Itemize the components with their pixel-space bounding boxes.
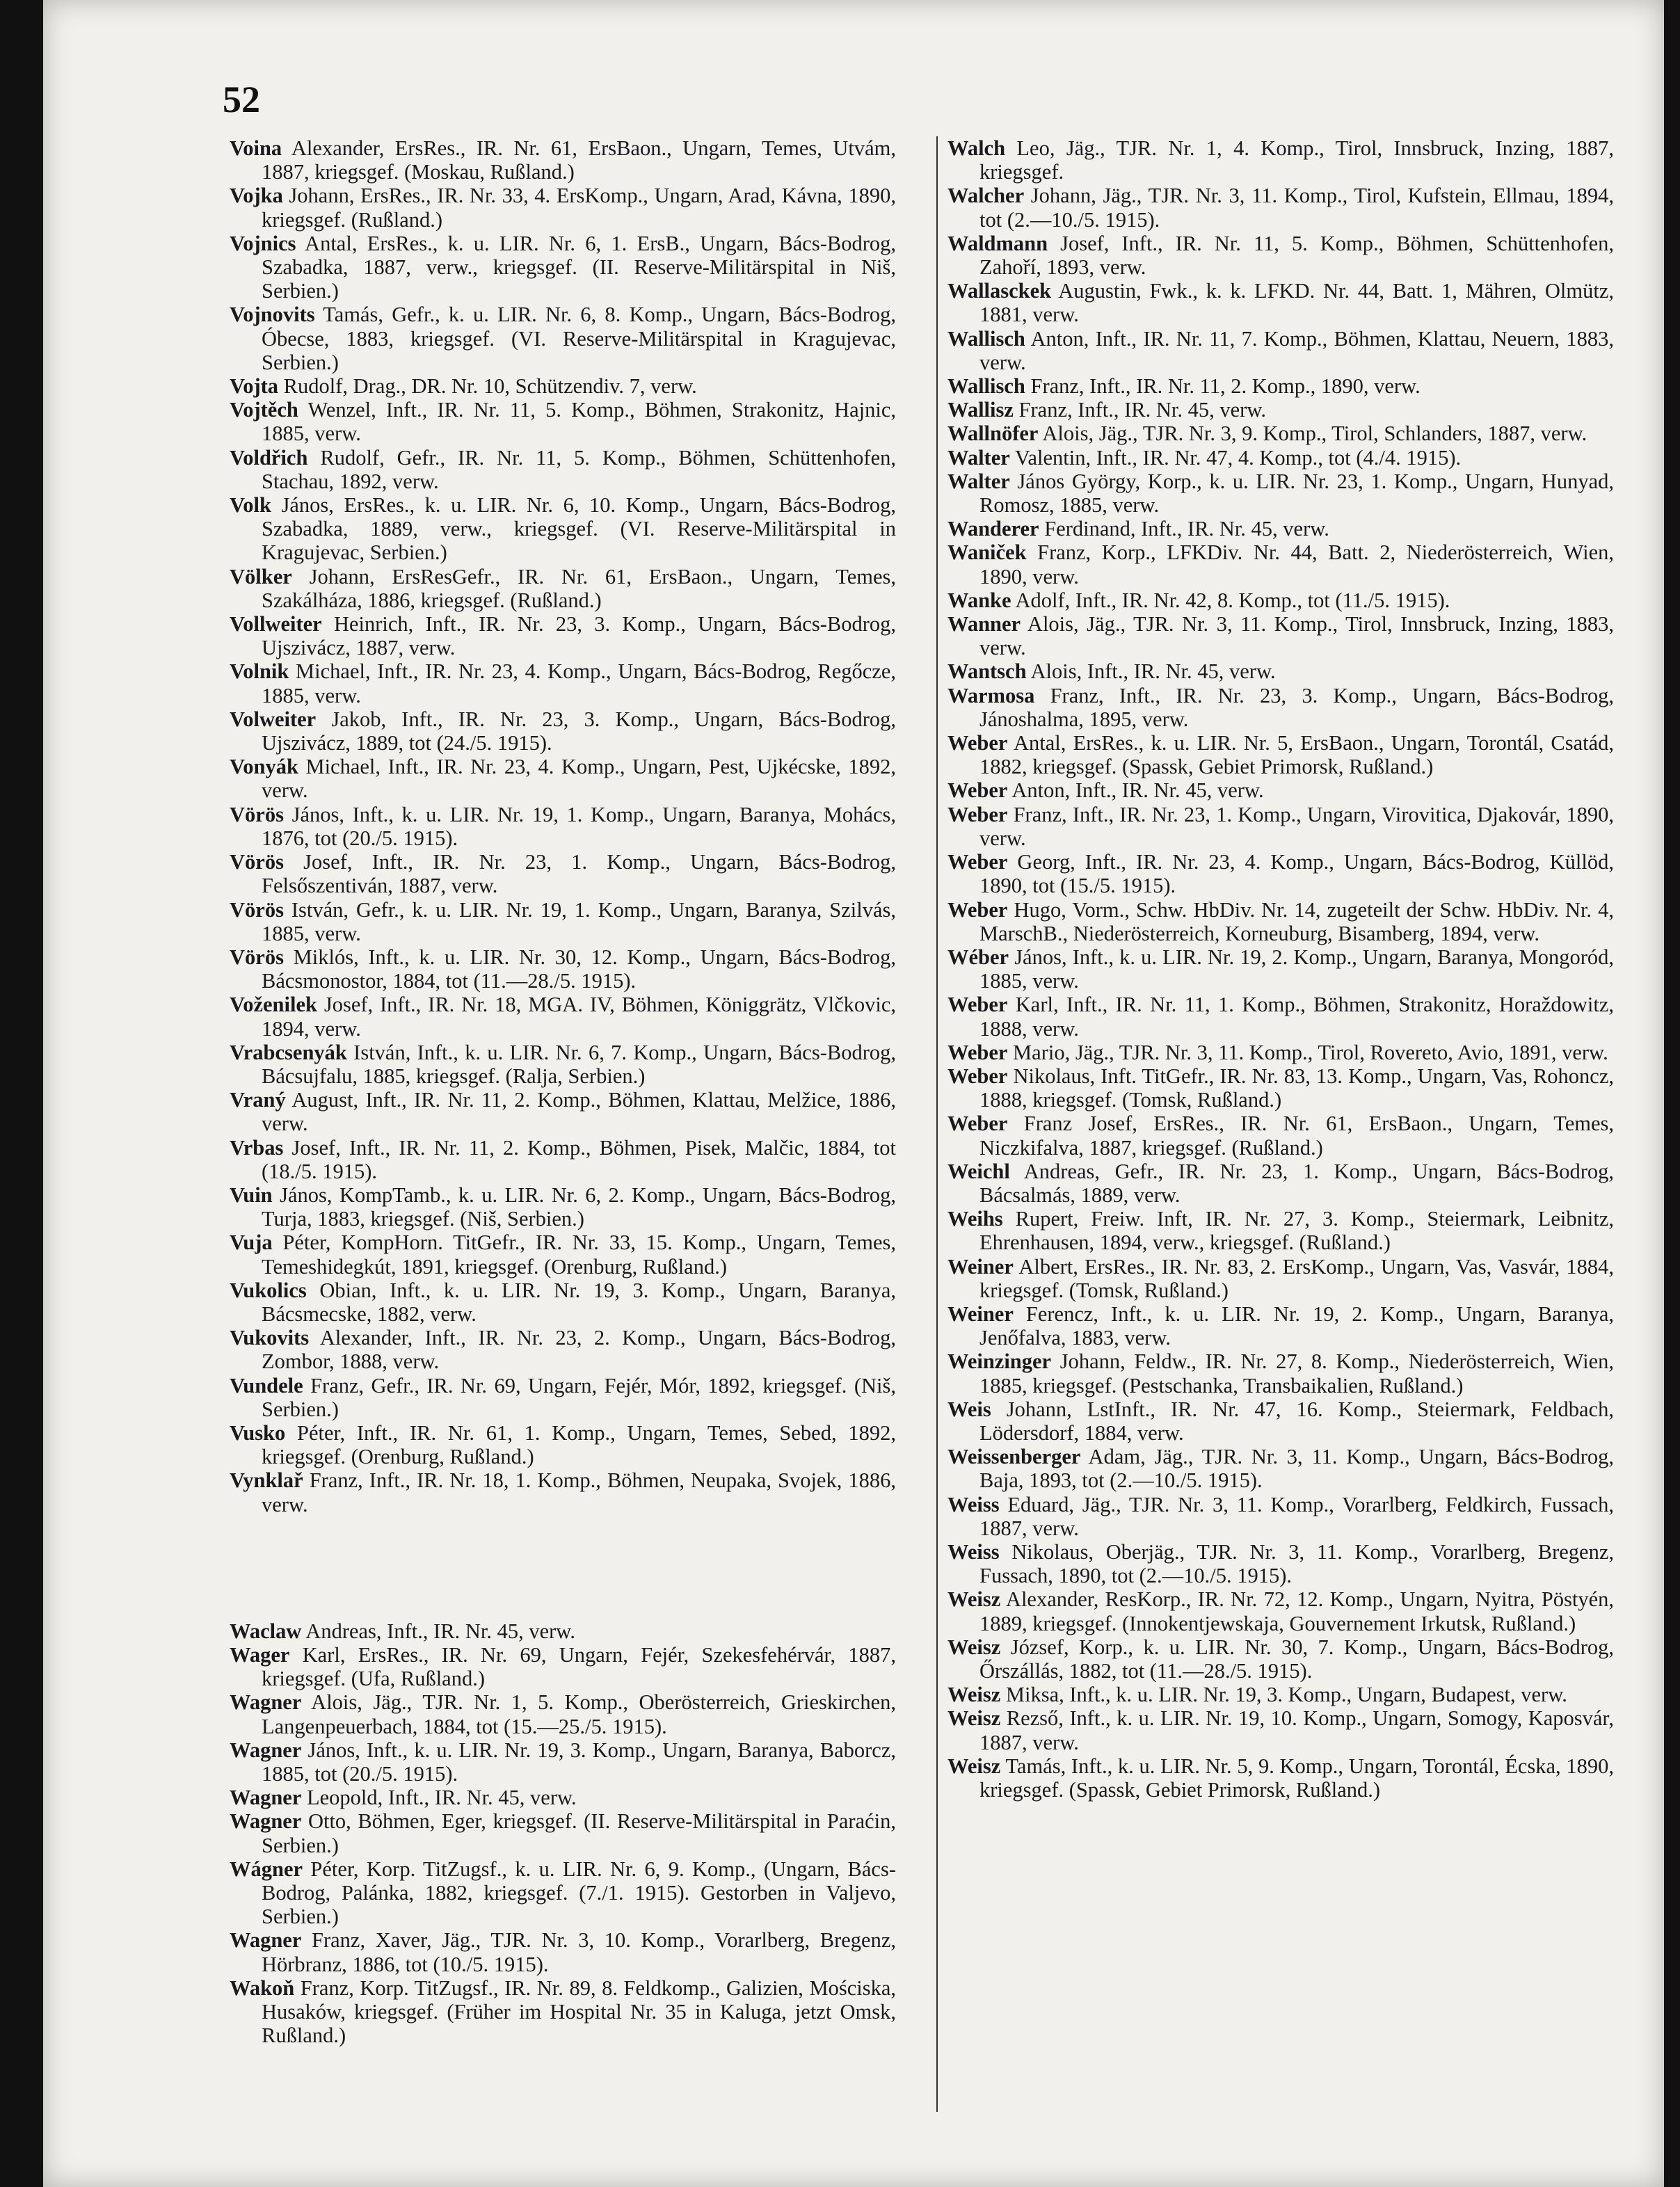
entry-surname: Wallnöfer: [947, 422, 1039, 446]
list-item: [230, 898, 896, 945]
list-item: [230, 707, 896, 755]
entry-details: Otto, Böhmen, Eger, kriegsgef. (II. Reserve-Militärspital in Paraćin, Serbien.): [262, 1809, 896, 1857]
entry-details: Wenzel, Inft., IR. Nr. 11, 5. Komp., Böhmen, Strakonitz, Hajnic, 1885, verw.: [262, 398, 896, 446]
entry-surname: Wantsch: [947, 659, 1027, 684]
entry-details: Eduard, Jäg., TJR. Nr. 3, 11. Komp., Vorarlberg, Feldkirch, Fussach, 1887, verw.: [979, 1492, 1614, 1540]
entry-details: Franz, Gefr., IR. Nr. 69, Ungarn, Fejér, Mór, 1892, kriegsgef. (Niš, Serbien.): [262, 1373, 896, 1421]
entry-details: Franz, Korp., LFKDiv. Nr. 44, Batt. 2, Niederösterreich, Wien, 1890, verw.: [979, 540, 1614, 588]
list-item: [230, 945, 896, 993]
entry-details: Tamás, Inft., k. u. LIR. Nr. 5, 9. Komp., Ungarn, Torontál, Écska, 1890, kriegsgef. (Spassk, Gebiet Primorsk, Rußland.): [979, 1754, 1614, 1802]
entry-details: Nikolaus, Inft. TitGefr., IR. Nr. 83, 13. Komp., Ungarn, Vas, Rohoncz, 1888, kriegsgef. (Tomsk, Rußland.): [979, 1064, 1614, 1112]
entry-surname: Weissenberger: [947, 1445, 1081, 1469]
list-item: [947, 803, 1614, 850]
list-item: [947, 1683, 1614, 1706]
entry-details: Alois, Jäg., TJR. Nr. 3, 11. Komp., Tirol, Innsbruck, Inzing, 1883, verw.: [979, 612, 1614, 660]
entry-surname: Volk: [230, 493, 271, 518]
entry-surname: Wagner: [230, 1690, 302, 1715]
entry-details: Péter, Korp. TitZugsf., k. u. LIR. Nr. 6, 9. Komp., (Ungarn, Bács-Bodrog, Palánka, 1882, kriegsgef. (7./1. 1915). Gestorben in Valjevo, Serbien.): [262, 1857, 896, 1929]
list-item: [230, 1643, 896, 1690]
list-item: [947, 1445, 1614, 1492]
list-item: [230, 184, 896, 231]
list-item: [230, 1928, 896, 1976]
entry-surname: Vrabcsenyák: [230, 1040, 347, 1064]
list-item: [230, 398, 896, 445]
entry-details: Anton, Inft., IR. Nr. 11, 7. Komp., Böhmen, Klattau, Neuern, 1883, verw.: [979, 326, 1614, 374]
list-item: [947, 540, 1614, 588]
entry-details: Josef, Inft., IR. Nr. 18, MGA. IV, Böhmen, Königgrätz, Vlčkovic, 1894, verw.: [262, 993, 896, 1041]
entry-details: Jakob, Inft., IR. Nr. 23, 3. Komp., Ungarn, Bács-Bodrog, Ujszivácz, 1889, tot (24./5. 1915).: [262, 707, 896, 755]
list-item: [947, 1112, 1614, 1159]
list-item: [947, 1493, 1614, 1540]
entry-surname: Vojta: [230, 374, 279, 399]
list-item: [947, 1207, 1614, 1254]
entry-surname: Weber: [947, 1112, 1008, 1136]
list-item: [230, 565, 896, 612]
entry-details: Miksa, Inft., k. u. LIR. Nr. 19, 3. Komp., Ungarn, Budapest, verw.: [1000, 1683, 1567, 1707]
entry-details: Josef, Inft., IR. Nr. 11, 5. Komp., Böhmen, Schüttenhofen, Zahoří, 1893, verw.: [979, 231, 1614, 280]
entry-surname: Wallisch: [947, 326, 1025, 351]
entry-details: Adolf, Inft., IR. Nr. 42, 8. Komp., tot (11./5. 1915).: [1011, 588, 1450, 612]
list-item: [947, 731, 1614, 778]
entry-surname: Weis: [947, 1397, 991, 1421]
entry-details: Leo, Jäg., TJR. Nr. 1, 4. Komp., Tirol, Innsbruck, Inzing, 1887, kriegsgef.: [979, 136, 1614, 184]
document-page: [43, 0, 1664, 2187]
list-item: [230, 493, 896, 565]
entry-details: János, KompTamb., k. u. LIR. Nr. 6, 2. Komp., Ungarn, Bács-Bodrog, Turja, 1883, kriegsgef. (Niš, Serbien.): [262, 1183, 896, 1231]
entry-surname: Wallisz: [947, 398, 1014, 422]
entry-surname: Volweiter: [230, 707, 317, 731]
list-item: [230, 1738, 896, 1786]
entry-surname: Weihs: [947, 1207, 1003, 1231]
entry-surname: Weisz: [947, 1683, 1001, 1707]
list-item: [230, 612, 896, 659]
list-item: [947, 374, 1614, 398]
entry-surname: Weiss: [947, 1492, 1000, 1516]
list-item: [947, 1706, 1614, 1754]
entry-surname: Waniček: [947, 540, 1027, 565]
entry-surname: Wanke: [947, 588, 1011, 612]
section-gap: [230, 1516, 896, 1619]
entry-surname: Voldřich: [230, 445, 308, 470]
entry-details: Ferencz, Inft., k. u. LIR. Nr. 19, 2. Komp., Ungarn, Baranya, Jenőfalva, 1883, verw.: [979, 1301, 1614, 1350]
entry-surname: Weisz: [947, 1754, 1001, 1778]
list-item: [947, 898, 1614, 945]
entry-details: Alexander, ErsRes., IR. Nr. 61, ErsBaon., Ungarn, Temes, Utvám, 1887, kriegsgef. (Moskau, Rußland.): [262, 136, 896, 184]
entry-surname: Weber: [947, 802, 1008, 826]
list-item: [230, 1374, 896, 1421]
list-item: [947, 1349, 1614, 1397]
list-item: [230, 1468, 896, 1516]
entry-surname: Wagner: [230, 1786, 302, 1810]
entry-details: Karl, ErsRes., IR. Nr. 69, Ungarn, Fejér, Szekesfehérvár, 1887, kriegsgef. (Ufa, Rußland.): [262, 1642, 896, 1691]
entry-details: Johann, Feldw., IR. Nr. 27, 8. Komp., Niederösterreich, Wien, 1885, kriegsgef. (Pestschanka, Transbaikalien, Rußland.): [979, 1349, 1614, 1397]
entry-details: János, ErsRes., k. u. LIR. Nr. 6, 10. Komp., Ungarn, Bács-Bodrog, Szabadka, 1889, verw., kriegsgef. (VI. Reserve-Militärspital in Kragujevac, Serbien.): [262, 493, 896, 565]
entry-details: Obian, Inft., k. u. LIR. Nr. 19, 3. Komp., Ungarn, Baranya, Bácsmecske, 1882, verw.: [262, 1278, 896, 1326]
list-item: [947, 778, 1614, 802]
list-item: [230, 1041, 896, 1088]
entry-details: Josef, Inft., IR. Nr. 23, 1. Komp., Ungarn, Bács-Bodrog, Felsőszentiván, 1887, verw.: [262, 850, 896, 898]
entry-surname: Völker: [230, 564, 292, 588]
entry-surname: Weber: [947, 850, 1008, 874]
list-item: [230, 1809, 896, 1857]
list-item: [947, 517, 1614, 540]
entry-details: József, Korp., k. u. LIR. Nr. 30, 7. Komp., Ungarn, Bács-Bodrog, Őrszállás, 1882, tot (11.—28./5. 1915).: [979, 1635, 1614, 1683]
entry-details: Alexander, Inft., IR. Nr. 23, 2. Komp., Ungarn, Bács-Bodrog, Zombor, 1888, verw.: [262, 1326, 896, 1374]
entry-surname: Vonyák: [230, 755, 298, 779]
entry-details: Franz, Inft., IR. Nr. 23, 1. Komp., Ungarn, Virovitica, Djakovár, 1890, verw.: [979, 802, 1614, 850]
entry-surname: Vollweiter: [230, 612, 322, 636]
entry-surname: Weber: [947, 778, 1008, 803]
list-item: [230, 374, 896, 398]
entry-surname: Vraný: [230, 1088, 286, 1112]
entry-details: Anton, Inft., IR. Nr. 45, verw.: [1007, 778, 1264, 803]
entry-surname: Weiss: [947, 1539, 1000, 1564]
entry-surname: Weichl: [947, 1159, 1010, 1183]
entry-details: Michael, Inft., IR. Nr. 23, 4. Komp., Ungarn, Bács-Bodrog, Regőcze, 1885, verw.: [262, 659, 896, 707]
entry-details: Adam, Jäg., TJR. Nr. 3, 11. Komp., Ungarn, Bács-Bodrog, Baja, 1893, tot (2.—10./5. 1915).: [979, 1445, 1614, 1493]
entry-surname: Vörös: [230, 897, 284, 922]
list-item: [947, 279, 1614, 326]
entry-details: Franz, Inft., IR. Nr. 11, 2. Komp., 1890, verw.: [1025, 374, 1421, 399]
list-item: [947, 1064, 1614, 1112]
list-item: [230, 1088, 896, 1135]
right-column: [947, 136, 1614, 1802]
entry-details: Franz Josef, ErsRes., IR. Nr. 61, ErsBaon., Ungarn, Temes, Niczkifalva, 1887, kriegsgef. (Rußland.): [979, 1112, 1614, 1160]
list-item: [230, 1421, 896, 1468]
list-item: [947, 1041, 1614, 1064]
entry-details: Antal, ErsRes., k. u. LIR. Nr. 5, ErsBaon., Ungarn, Torontál, Csatád, 1882, kriegsgef. (Spassk, Gebiet Primorsk, Rußland.): [979, 731, 1614, 779]
entry-details: Karl, Inft., IR. Nr. 11, 1. Komp., Böhmen, Strakonitz, Horaždowitz, 1888, verw.: [979, 993, 1614, 1041]
entry-surname: Vojtěch: [230, 398, 298, 422]
entry-details: Alois, Jäg., TJR. Nr. 3, 9. Komp., Tirol, Schlanders, 1887, verw.: [1038, 422, 1587, 446]
list-item: [947, 684, 1614, 731]
entry-surname: Weiner: [947, 1301, 1014, 1326]
entry-details: Augustin, Fwk., k. k. LFKD. Nr. 44, Batt. 1, Mähren, Olmütz, 1881, verw.: [979, 279, 1614, 327]
entry-details: Andreas, Inft., IR. Nr. 45, verw.: [301, 1619, 575, 1643]
entry-surname: Wallisch: [947, 374, 1025, 399]
entry-details: Josef, Inft., IR. Nr. 11, 2. Komp., Böhmen, Pisek, Malčic, 1884, tot (18./5. 1915).: [262, 1135, 896, 1183]
entry-surname: Weber: [947, 1064, 1008, 1088]
list-item: [230, 303, 896, 374]
entry-surname: Weber: [947, 731, 1008, 755]
entry-details: István, Inft., k. u. LIR. Nr. 6, 7. Komp., Ungarn, Bács-Bodrog, Bácsujfalu, 1885, kriegsgef. (Ralja, Serbien.): [262, 1040, 896, 1088]
list-item: [947, 470, 1614, 517]
list-item: [947, 850, 1614, 897]
entry-surname: Vuja: [230, 1231, 273, 1255]
entry-details: Franz, Korp. TitZugsf., IR. Nr. 89, 8. Feldkomp., Galizien, Mościska, Husaków, kriegsgef. (Früher im Hospital Nr. 35 in Kaluga, jetzt Omsk, Rußland.): [262, 1976, 896, 2048]
entry-details: Ferdinand, Inft., IR. Nr. 45, verw.: [1039, 517, 1329, 541]
entry-surname: Vukovits: [230, 1326, 310, 1350]
entry-surname: Vynklař: [230, 1468, 303, 1493]
entry-surname: Waclaw: [230, 1619, 302, 1643]
list-item: [230, 993, 896, 1040]
entry-details: Péter, KompHorn. TitGefr., IR. Nr. 33, 15. Komp., Ungarn, Temes, Temeshidegkút, 1891, kriegsgef. (Orenburg, Rußland.): [262, 1231, 896, 1279]
entry-details: Péter, Inft., IR. Nr. 61, 1. Komp., Ungarn, Temes, Sebed, 1892, kriegsgef. (Orenburg, Rußland.): [262, 1420, 896, 1469]
entry-details: Johann, LstInft., IR. Nr. 47, 16. Komp., Steiermark, Feldbach, Lödersdorf, 1884, verw.: [979, 1397, 1614, 1445]
list-item: [230, 1231, 896, 1278]
list-item: [230, 1183, 896, 1231]
list-item: [230, 803, 896, 850]
list-item: [947, 232, 1614, 279]
entry-surname: Wagner: [230, 1738, 302, 1762]
entry-details: Rudolf, Gefr., IR. Nr. 11, 5. Komp., Böhmen, Schüttenhofen, Stachau, 1892, verw.: [262, 445, 896, 493]
list-item: [230, 850, 896, 897]
list-item: [947, 612, 1614, 659]
entry-details: Michael, Inft., IR. Nr. 23, 4. Komp., Ungarn, Pest, Ujkécske, 1892, verw.: [262, 755, 896, 803]
entry-details: August, Inft., IR. Nr. 11, 2. Komp., Böhmen, Klattau, Melžice, 1886, verw.: [262, 1088, 896, 1136]
entry-details: Alexander, ResKorp., IR. Nr. 72, 12. Komp., Ungarn, Nyitra, Pöstyén, 1889, kriegsgef. (Innokentjewskaja, Gouvernement Irkutsk, Rußland.): [979, 1587, 1614, 1635]
entry-details: Georg, Inft., IR. Nr. 23, 4. Komp., Ungarn, Bács-Bodrog, Küllöd, 1890, tot (15./5. 1915).: [979, 850, 1614, 898]
entry-surname: Vojka: [230, 184, 283, 208]
entry-surname: Wanner: [947, 612, 1021, 636]
list-item: [947, 327, 1614, 374]
list-item: [947, 1255, 1614, 1302]
entry-details: Franz, Inft., IR. Nr. 18, 1. Komp., Böhmen, Neupaka, Svojek, 1886, verw.: [262, 1468, 896, 1516]
list-item: [230, 1619, 896, 1643]
entry-surname: Vojnics: [230, 231, 296, 255]
entry-surname: Walter: [947, 445, 1010, 470]
entry-surname: Weber: [947, 993, 1008, 1017]
entry-surname: Weber: [947, 897, 1008, 922]
list-item: [230, 1786, 896, 1809]
entry-surname: Vundele: [230, 1373, 303, 1397]
entry-details: Johann, Jäg., TJR. Nr. 3, 11. Komp., Tirol, Kufstein, Ellmau, 1894, tot (2.—10./5. 1915).: [979, 184, 1614, 232]
entry-surname: Weiner: [947, 1254, 1014, 1279]
entry-surname: Waldmann: [947, 231, 1048, 255]
entry-details: Hugo, Vorm., Schw. HbDiv. Nr. 14, zugeteilt der Schw. HbDiv. Nr. 4, MarschB., Niederösterreich, Korneuburg, Bisamberg, 1894, verw.: [979, 897, 1614, 945]
entry-surname: Wanderer: [947, 517, 1039, 541]
entry-details: János, Inft., k. u. LIR. Nr. 19, 1. Komp., Ungarn, Baranya, Mohács, 1876, tot (20./5. 1915).: [262, 802, 896, 850]
entry-details: Franz, Inft., IR. Nr. 23, 3. Komp., Ungarn, Bács-Bodrog, Jánoshalma, 1895, verw.: [979, 683, 1614, 731]
entry-details: Johann, ErsRes., IR. Nr. 33, 4. ErsKomp., Ungarn, Arad, Kávna, 1890, kriegsgef. (Rußland.): [262, 184, 896, 232]
entry-surname: Vrbas: [230, 1135, 284, 1160]
entry-details: Albert, ErsRes., IR. Nr. 83, 2. ErsKomp., Ungarn, Vas, Vasvár, 1884, kriegsgef. (Tomsk, Rußland.): [979, 1254, 1614, 1302]
list-item: [947, 136, 1614, 184]
entry-details: János, Inft., k. u. LIR. Nr. 19, 2. Komp., Ungarn, Baranya, Mongoród, 1885, verw.: [979, 945, 1614, 993]
entry-details: Franz, Inft., IR. Nr. 45, verw.: [1013, 398, 1267, 422]
list-item: [230, 232, 896, 303]
page-number: 52: [223, 79, 260, 120]
entry-surname: Vörös: [230, 945, 284, 969]
list-item: [230, 1136, 896, 1183]
entry-details: Antal, ErsRes., k. u. LIR. Nr. 6, 1. ErsB., Ungarn, Bács-Bodrog, Szabadka, 1887, verw., kriegsgef. (II. Reserve-Militärspital in Niš, Serbien.): [262, 231, 896, 303]
left-column: [230, 136, 896, 2047]
entry-surname: Wéber: [947, 945, 1009, 969]
list-item: [947, 1397, 1614, 1445]
list-item: [230, 1857, 896, 1929]
list-item: [947, 1160, 1614, 1207]
entry-details: Tamás, Gefr., k. u. LIR. Nr. 6, 8. Komp., Ungarn, Bács-Bodrog, Óbecse, 1883, kriegsgef. (VI. Reserve-Militärspital in Kragujevac, Serbien.): [262, 303, 896, 374]
list-item: [947, 446, 1614, 470]
entry-details: Andreas, Gefr., IR. Nr. 23, 1. Komp., Ungarn, Bács-Bodrog, Bácsalmás, 1889, verw.: [979, 1159, 1614, 1207]
list-item: [947, 1302, 1614, 1349]
entry-details: Miklós, Inft., k. u. LIR. Nr. 30, 12. Komp., Ungarn, Bács-Bodrog, Bácsmonostor, 1884, tot (11.—28./5. 1915).: [262, 945, 896, 993]
entry-details: István, Gefr., k. u. LIR. Nr. 19, 1. Komp., Ungarn, Baranya, Szilvás, 1885, verw.: [262, 897, 896, 945]
entry-details: Alois, Inft., IR. Nr. 45, verw.: [1026, 659, 1276, 684]
entry-details: Rezső, Inft., k. u. LIR. Nr. 19, 10. Komp., Ungarn, Somogy, Kaposvár, 1887, verw.: [979, 1706, 1614, 1754]
list-item: [230, 1279, 896, 1326]
entry-surname: Vukolics: [230, 1278, 307, 1302]
list-item: [947, 945, 1614, 993]
entry-details: Rupert, Freiw. Inft, IR. Nr. 27, 3. Komp., Steiermark, Leibnitz, Ehrenhausen, 1894, verw., kriegsgef. (Rußland.): [979, 1207, 1614, 1255]
entry-surname: Voženilek: [230, 993, 317, 1017]
entry-surname: Wallasckek: [947, 279, 1052, 303]
entry-surname: Vusko: [230, 1420, 286, 1445]
list-item: [947, 184, 1614, 231]
entry-details: Nikolaus, Oberjäg., TJR. Nr. 3, 11. Komp., Vorarlberg, Bregenz, Fussach, 1890, tot (2.—10./5. 1915).: [979, 1539, 1614, 1588]
list-item: [230, 1690, 896, 1738]
entry-details: Valentin, Inft., IR. Nr. 47, 4. Komp., tot (4./4. 1915).: [1009, 445, 1462, 470]
entry-surname: Voina: [230, 136, 282, 160]
list-item: [947, 422, 1614, 445]
entry-details: Heinrich, Inft., IR. Nr. 23, 3. Komp., Ungarn, Bács-Bodrog, Ujszivácz, 1887, verw.: [262, 612, 896, 660]
entry-surname: Weisz: [947, 1706, 1001, 1731]
entry-surname: Weinzinger: [947, 1349, 1052, 1374]
column-divider: [936, 136, 938, 2112]
entry-surname: Vörös: [230, 802, 284, 826]
list-item: [230, 755, 896, 802]
entry-surname: Vörös: [230, 850, 284, 874]
entry-details: Mario, Jäg., TJR. Nr. 3, 11. Komp., Tirol, Rovereto, Avio, 1891, verw.: [1007, 1040, 1608, 1064]
list-item: [230, 1976, 896, 2048]
list-item: [947, 1754, 1614, 1802]
entry-surname: Wagner: [230, 1809, 302, 1834]
entry-surname: Walcher: [947, 184, 1025, 208]
list-item: [230, 446, 896, 493]
entry-surname: Wager: [230, 1642, 290, 1667]
list-item: [947, 1540, 1614, 1587]
entry-details: János, Inft., k. u. LIR. Nr. 19, 3. Komp., Ungarn, Baranya, Baborcz, 1885, tot (20./5. 1915).: [262, 1738, 896, 1786]
list-item: [947, 588, 1614, 612]
entry-surname: Warmosa: [947, 683, 1035, 707]
list-item: [947, 1587, 1614, 1635]
entry-surname: Weisz: [947, 1587, 1001, 1612]
entry-surname: Walch: [947, 136, 1006, 160]
list-item: [947, 1635, 1614, 1683]
entry-surname: Wakoň: [230, 1976, 295, 2000]
entry-surname: Vuin: [230, 1183, 273, 1207]
list-item: [947, 398, 1614, 422]
entry-details: Leopold, Inft., IR. Nr. 45, verw.: [301, 1786, 577, 1810]
list-item: [947, 993, 1614, 1040]
entry-surname: Wágner: [230, 1857, 303, 1881]
list-item: [230, 659, 896, 707]
entry-surname: Wagner: [230, 1928, 302, 1953]
entry-surname: Vojnovits: [230, 303, 315, 327]
entry-surname: Walter: [947, 469, 1010, 493]
list-item: [230, 136, 896, 184]
list-item: [230, 1326, 896, 1373]
list-item: [947, 659, 1614, 683]
entry-details: Rudolf, Drag., DR. Nr. 10, Schützendiv. 7, verw.: [278, 374, 697, 399]
entry-surname: Weber: [947, 1040, 1008, 1064]
entry-surname: Weisz: [947, 1635, 1001, 1659]
entry-details: János György, Korp., k. u. LIR. Nr. 23, 1. Komp., Ungarn, Hunyad, Romosz, 1885, verw.: [979, 469, 1614, 518]
entry-surname: Volnik: [230, 659, 289, 684]
entry-details: Alois, Jäg., TJR. Nr. 1, 5. Komp., Oberösterreich, Grieskirchen, Langenpeuerbach, 1884, tot (15.—25./5. 1915).: [262, 1690, 896, 1738]
entry-details: Franz, Xaver, Jäg., TJR. Nr. 3, 10. Komp., Vorarlberg, Bregenz, Hörbranz, 1886, tot (10./5. 1915).: [262, 1928, 896, 1976]
entry-details: Johann, ErsResGefr., IR. Nr. 61, ErsBaon., Ungarn, Temes, Szakálháza, 1886, kriegsgef. (Rußland.): [262, 564, 896, 612]
